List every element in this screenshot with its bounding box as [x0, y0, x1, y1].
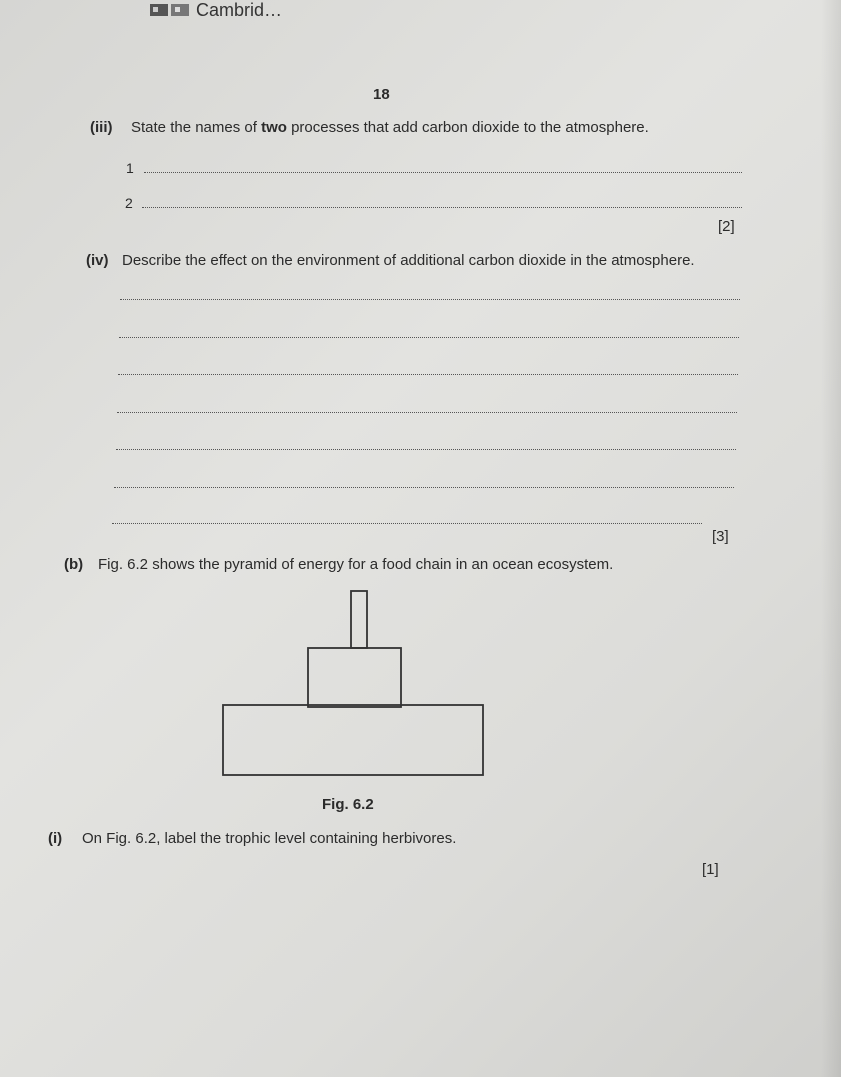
question-iii-emphasis: two [261, 119, 287, 136]
question-iii-text [131, 119, 649, 137]
figure-caption: Fig. 6.2 [322, 796, 374, 813]
page-header [150, 0, 282, 20]
answer-line-iv-6[interactable] [114, 487, 734, 488]
pyramid-level-middle[interactable] [308, 648, 401, 707]
question-iii-marks: [2] [718, 218, 735, 235]
question-iii-text-end: processes that add carbon dioxide to the atmosphere. [286, 119, 649, 136]
question-b-label: (b) [64, 556, 84, 573]
answer-line-iv-7[interactable] [112, 523, 702, 524]
question-i-label: (i) [48, 830, 63, 847]
question-iv-label: (iv) [86, 252, 109, 269]
answer-line-iv-2[interactable] [119, 337, 739, 338]
question-i-marks: [1] [702, 861, 719, 878]
answer-line-1[interactable] [144, 172, 742, 173]
page-edge-shadow [821, 0, 841, 1077]
answer-line-iv-4[interactable] [117, 412, 737, 413]
question-iii-text-start: State the names of [131, 119, 262, 136]
answer-line-iv-1[interactable] [120, 299, 740, 300]
header-title: Cambrid… [196, 0, 283, 20]
answer-line-iv-5[interactable] [116, 449, 736, 450]
answer-line-2[interactable] [142, 207, 742, 208]
cambridge-logo-icon [150, 2, 190, 18]
pyramid-level-top[interactable] [351, 591, 367, 648]
question-b-text: Fig. 6.2 shows the pyramid of energy for a food chain in an ocean ecosystem. [98, 556, 614, 573]
page-number: 18 [373, 86, 390, 103]
question-iii-label: (iii) [90, 119, 113, 136]
question-iv-text: Describe the effect on the environment of additional carbon dioxide in the atmosphere. [122, 252, 695, 269]
energy-pyramid-figure [215, 585, 490, 780]
answer-line-iv-3[interactable] [118, 374, 738, 375]
answer-number-2: 2 [125, 195, 133, 211]
pyramid-level-bottom[interactable] [223, 705, 483, 775]
answer-number-1: 1 [126, 160, 134, 176]
question-i-text: On Fig. 6.2, label the trophic level containing herbivores. [82, 830, 457, 847]
question-iv-marks: [3] [712, 528, 729, 545]
